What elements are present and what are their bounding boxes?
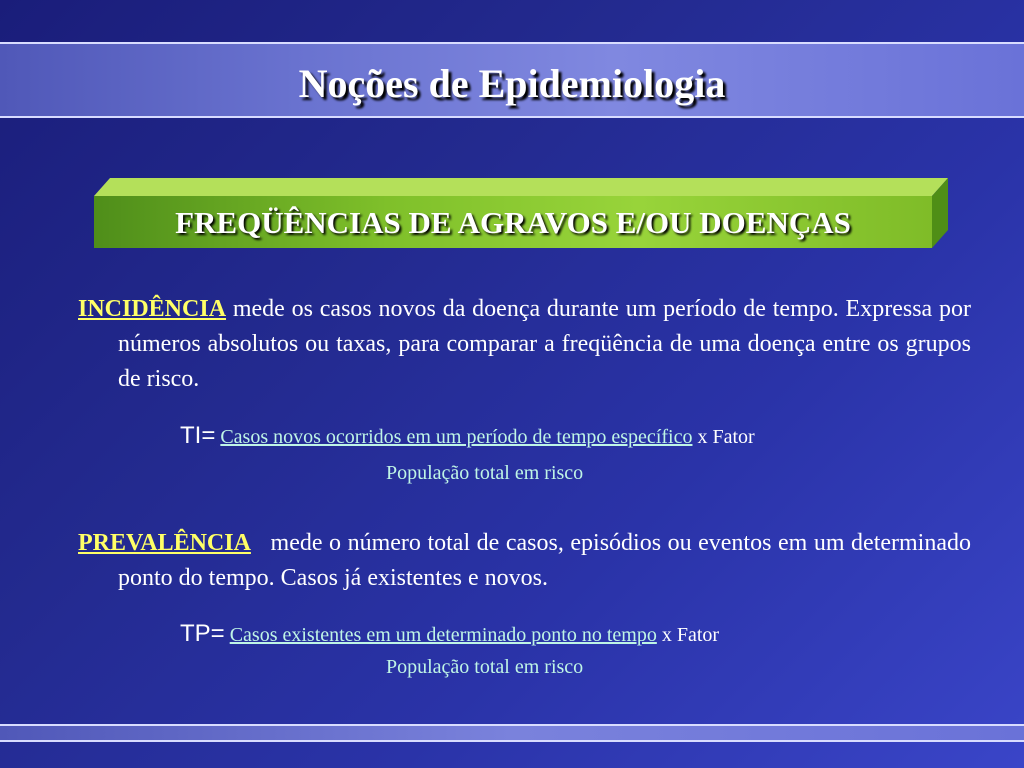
prevalence-formula-label: TP=	[180, 620, 225, 647]
incidence-formula-numerator: Casos novos ocorridos em um período de tempo específico	[220, 426, 693, 448]
prevalence-formula-factor: x Fator	[656, 624, 720, 646]
prevalence-formula-numerator: Casos existentes em um determinado ponto no tempo	[229, 624, 657, 646]
prevalence-formula-denominator: População total em risco	[386, 656, 584, 678]
prevalence-formula	[180, 620, 719, 648]
incidence-formula-factor: x Fator	[692, 426, 755, 448]
incidence-term: INCIDÊNCIA	[78, 296, 227, 322]
section-heading-box	[94, 178, 948, 248]
prevalence-description: mede o número total de casos, episódios ou eventos em um determinado ponto do tempo. Casos já existentes e novos.	[118, 530, 977, 591]
prevalence-paragraph	[78, 526, 977, 596]
slide-title: Noções de Epidemiologia	[298, 61, 726, 106]
section-heading-box-top	[94, 178, 948, 196]
prevalence-term: PREVALÊNCIA	[78, 530, 251, 556]
title-bar	[0, 42, 1024, 118]
section-heading: FREQÜÊNCIAS DE AGRAVOS E/OU DOENÇAS	[175, 205, 851, 240]
incidence-description: mede os casos novos da doença durante um período de tempo. Expressa por números absolutos ou taxas, para comparar a freqüência de uma doença entre os grupos de risco.	[118, 296, 971, 392]
incidence-formula	[180, 422, 755, 450]
incidence-paragraph	[78, 292, 971, 397]
incidence-formula-label: TI=	[180, 422, 216, 449]
incidence-formula-denominator: População total em risco	[386, 462, 584, 484]
bottom-bar	[0, 724, 1024, 742]
